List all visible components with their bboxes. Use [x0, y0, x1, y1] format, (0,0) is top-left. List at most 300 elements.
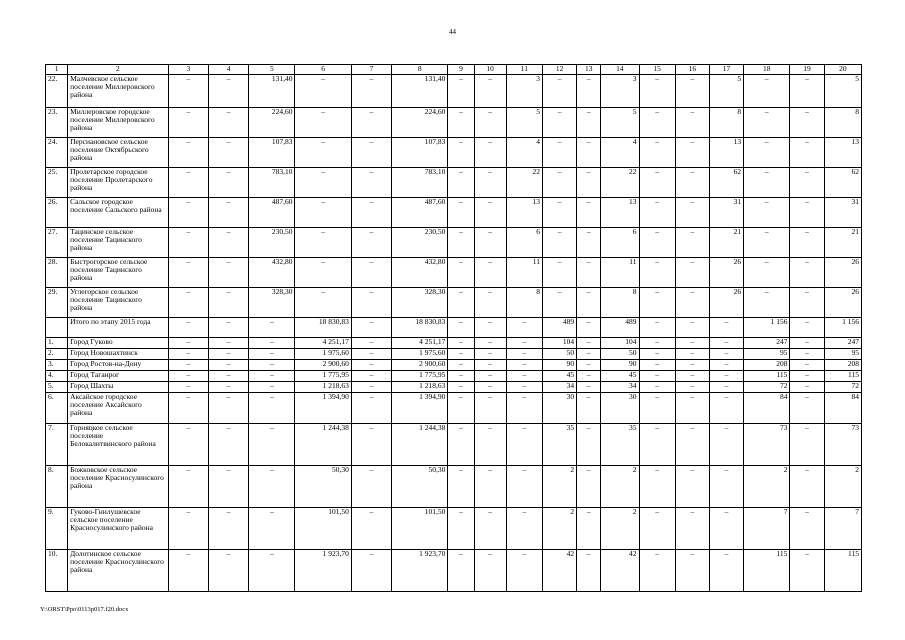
value-cell: 35 [601, 424, 639, 466]
value-cell: 101,50 [295, 508, 351, 550]
empty-dash-cell: – [351, 258, 391, 288]
empty-dash-cell: – [709, 382, 743, 393]
empty-dash-cell: – [639, 198, 675, 228]
empty-dash-cell: – [448, 393, 474, 424]
empty-dash-cell: – [249, 338, 295, 349]
municipality-name-cell: Сальское городское поселение Сальского района [68, 198, 169, 228]
empty-dash-cell: – [351, 550, 391, 592]
empty-dash-cell: – [474, 393, 506, 424]
header-cell: 8 [392, 65, 448, 75]
value-cell: 6 [506, 228, 542, 258]
municipality-name-cell: Персиановское сельское поселение Октябрьского района [68, 138, 169, 168]
empty-dash-cell: – [577, 318, 601, 338]
value-cell: 8 [709, 108, 743, 138]
municipality-name-cell: Город Ростов-на-Дону [68, 360, 169, 371]
empty-dash-cell: – [474, 349, 506, 360]
empty-dash-cell: – [448, 338, 474, 349]
value-cell: 115 [744, 550, 790, 592]
empty-dash-cell: – [351, 138, 391, 168]
row-number-cell: 3. [46, 360, 68, 371]
value-cell: 8 [824, 108, 861, 138]
value-cell: 84 [744, 393, 790, 424]
header-cell: 1 [46, 65, 68, 75]
empty-dash-cell: – [790, 338, 824, 349]
empty-dash-cell: – [709, 349, 743, 360]
value-cell: 2 [601, 466, 639, 508]
municipality-name-cell: Пролетарское городское поселение Пролетарского района [68, 168, 169, 198]
header-cell: 13 [577, 65, 601, 75]
table-row [46, 288, 862, 318]
empty-dash-cell: – [168, 349, 208, 360]
header-cell: 3 [168, 65, 208, 75]
empty-dash-cell: – [639, 288, 675, 318]
table-row [46, 168, 862, 198]
value-cell: 2 900,60 [295, 360, 351, 371]
value-cell: 3 [506, 75, 542, 108]
empty-dash-cell: – [448, 318, 474, 338]
empty-dash-cell: – [675, 75, 709, 108]
empty-dash-cell: – [351, 508, 391, 550]
municipality-name-cell: Тацинское сельское поселение Тацинского района [68, 228, 169, 258]
municipality-name-cell: Город Новошахтинск [68, 349, 169, 360]
empty-dash-cell: – [351, 466, 391, 508]
value-cell: 131,40 [249, 75, 295, 108]
value-cell: 1 156 [744, 318, 790, 338]
empty-dash-cell: – [639, 338, 675, 349]
value-cell: 13 [601, 198, 639, 228]
empty-dash-cell: – [675, 424, 709, 466]
empty-dash-cell: – [675, 318, 709, 338]
empty-dash-cell: – [639, 168, 675, 198]
value-cell: 62 [824, 168, 861, 198]
municipality-name-cell: Город Таганрог [68, 371, 169, 382]
empty-dash-cell: – [639, 108, 675, 138]
empty-dash-cell: – [474, 108, 506, 138]
empty-dash-cell: – [790, 424, 824, 466]
empty-dash-cell: – [249, 349, 295, 360]
empty-dash-cell: – [448, 360, 474, 371]
value-cell: 73 [824, 424, 861, 466]
empty-dash-cell: – [542, 138, 576, 168]
value-cell: 31 [824, 198, 861, 228]
value-cell: 115 [824, 371, 861, 382]
header-cell: 2 [68, 65, 169, 75]
empty-dash-cell: – [351, 349, 391, 360]
row-number-cell: 10. [46, 550, 68, 592]
value-cell: 95 [824, 349, 861, 360]
value-cell: 90 [542, 360, 576, 371]
table-row [46, 228, 862, 258]
municipality-name-cell: Аксайское городское поселение Аксайского района [68, 393, 169, 424]
empty-dash-cell: – [675, 360, 709, 371]
empty-dash-cell: – [351, 108, 391, 138]
value-cell: 73 [744, 424, 790, 466]
empty-dash-cell: – [639, 508, 675, 550]
empty-dash-cell: – [639, 228, 675, 258]
value-cell: 4 [506, 138, 542, 168]
empty-dash-cell: – [208, 393, 248, 424]
empty-dash-cell: – [208, 360, 248, 371]
value-cell: 2 [824, 466, 861, 508]
empty-dash-cell: – [639, 550, 675, 592]
empty-dash-cell: – [351, 228, 391, 258]
empty-dash-cell: – [577, 108, 601, 138]
empty-dash-cell: – [709, 393, 743, 424]
value-cell: 26 [709, 288, 743, 318]
row-number-cell: 7. [46, 424, 68, 466]
row-number-cell: 28. [46, 258, 68, 288]
value-cell: 13 [506, 198, 542, 228]
empty-dash-cell: – [208, 288, 248, 318]
value-cell: 104 [542, 338, 576, 349]
empty-dash-cell: – [542, 258, 576, 288]
table-row [46, 198, 862, 228]
empty-dash-cell: – [675, 371, 709, 382]
empty-dash-cell: – [351, 424, 391, 466]
municipality-name-cell: Углегорское сельское поселение Тацинского района [68, 288, 169, 318]
value-cell: 1 218,63 [392, 382, 448, 393]
value-cell: 783,10 [249, 168, 295, 198]
empty-dash-cell: – [709, 508, 743, 550]
header-cell: 11 [506, 65, 542, 75]
table-row [46, 318, 862, 338]
empty-dash-cell: – [249, 393, 295, 424]
header-cell: 10 [474, 65, 506, 75]
empty-dash-cell: – [675, 168, 709, 198]
empty-dash-cell: – [448, 288, 474, 318]
empty-dash-cell: – [474, 198, 506, 228]
empty-dash-cell: – [790, 393, 824, 424]
value-cell: 107,83 [392, 138, 448, 168]
value-cell: 5 [709, 75, 743, 108]
empty-dash-cell: – [295, 258, 351, 288]
header-cell: 7 [351, 65, 391, 75]
empty-dash-cell: – [474, 424, 506, 466]
value-cell: 11 [506, 258, 542, 288]
empty-dash-cell: – [577, 382, 601, 393]
empty-dash-cell: – [208, 108, 248, 138]
value-cell: 2 900,60 [392, 360, 448, 371]
empty-dash-cell: – [168, 198, 208, 228]
value-cell: 34 [601, 382, 639, 393]
empty-dash-cell: – [448, 108, 474, 138]
empty-dash-cell: – [168, 228, 208, 258]
empty-dash-cell: – [506, 382, 542, 393]
table-row [46, 258, 862, 288]
empty-dash-cell: – [639, 466, 675, 508]
empty-dash-cell: – [351, 168, 391, 198]
table-row [46, 508, 862, 550]
value-cell: 247 [744, 338, 790, 349]
value-cell: 107,83 [249, 138, 295, 168]
empty-dash-cell: – [295, 138, 351, 168]
header-cell: 20 [824, 65, 861, 75]
empty-dash-cell: – [577, 371, 601, 382]
value-cell: 247 [824, 338, 861, 349]
empty-dash-cell: – [790, 550, 824, 592]
empty-dash-cell: – [744, 288, 790, 318]
empty-dash-cell: – [709, 318, 743, 338]
value-cell: 31 [709, 198, 743, 228]
empty-dash-cell: – [709, 424, 743, 466]
empty-dash-cell: – [295, 198, 351, 228]
header-cell: 12 [542, 65, 576, 75]
empty-dash-cell: – [295, 108, 351, 138]
header-cell: 18 [744, 65, 790, 75]
empty-dash-cell: – [351, 360, 391, 371]
empty-dash-cell: – [709, 338, 743, 349]
empty-dash-cell: – [744, 75, 790, 108]
empty-dash-cell: – [506, 550, 542, 592]
empty-dash-cell: – [351, 338, 391, 349]
value-cell: 208 [744, 360, 790, 371]
empty-dash-cell: – [506, 508, 542, 550]
empty-dash-cell: – [474, 288, 506, 318]
value-cell: 45 [542, 371, 576, 382]
empty-dash-cell: – [208, 382, 248, 393]
table-row [46, 349, 862, 360]
empty-dash-cell: – [577, 424, 601, 466]
header-cell: 19 [790, 65, 824, 75]
empty-dash-cell: – [249, 508, 295, 550]
empty-dash-cell: – [168, 424, 208, 466]
empty-dash-cell: – [474, 318, 506, 338]
empty-dash-cell: – [639, 393, 675, 424]
row-number-cell: 22. [46, 75, 68, 108]
value-cell: 50,30 [392, 466, 448, 508]
row-number-cell [46, 318, 68, 338]
value-cell: 3 [601, 75, 639, 108]
empty-dash-cell: – [542, 168, 576, 198]
empty-dash-cell: – [506, 360, 542, 371]
value-cell: 18 830,83 [392, 318, 448, 338]
empty-dash-cell: – [168, 508, 208, 550]
empty-dash-cell: – [577, 508, 601, 550]
empty-dash-cell: – [474, 338, 506, 349]
value-cell: 2 [744, 466, 790, 508]
value-cell: 489 [542, 318, 576, 338]
empty-dash-cell: – [474, 75, 506, 108]
empty-dash-cell: – [168, 382, 208, 393]
empty-dash-cell: – [351, 318, 391, 338]
municipality-name-cell: Гуково-Гнилушевское сельское поселение Красносулинского района [68, 508, 169, 550]
page-number: 44 [449, 28, 456, 36]
empty-dash-cell: – [168, 168, 208, 198]
table-row [46, 466, 862, 508]
value-cell: 5 [506, 108, 542, 138]
value-cell: 1 244,38 [392, 424, 448, 466]
empty-dash-cell: – [790, 108, 824, 138]
empty-dash-cell: – [351, 288, 391, 318]
empty-dash-cell: – [639, 318, 675, 338]
value-cell: 115 [744, 371, 790, 382]
value-cell: 1 244,38 [295, 424, 351, 466]
value-cell: 30 [601, 393, 639, 424]
value-cell: 26 [824, 288, 861, 318]
value-cell: 1 775,95 [295, 371, 351, 382]
empty-dash-cell: – [790, 360, 824, 371]
table-row [46, 360, 862, 371]
data-table [45, 64, 862, 592]
empty-dash-cell: – [168, 138, 208, 168]
value-cell: 30 [542, 393, 576, 424]
value-cell: 5 [601, 108, 639, 138]
value-cell: 224,60 [249, 108, 295, 138]
value-cell: 50 [601, 349, 639, 360]
empty-dash-cell: – [790, 75, 824, 108]
value-cell: 90 [601, 360, 639, 371]
value-cell: 1 975,60 [392, 349, 448, 360]
empty-dash-cell: – [675, 288, 709, 318]
value-cell: 4 [601, 138, 639, 168]
empty-dash-cell: – [208, 466, 248, 508]
row-number-cell: 9. [46, 508, 68, 550]
row-number-cell: 2. [46, 349, 68, 360]
value-cell: 22 [601, 168, 639, 198]
empty-dash-cell: – [790, 508, 824, 550]
empty-dash-cell: – [448, 228, 474, 258]
empty-dash-cell: – [249, 371, 295, 382]
empty-dash-cell: – [506, 349, 542, 360]
empty-dash-cell: – [208, 138, 248, 168]
empty-dash-cell: – [474, 138, 506, 168]
empty-dash-cell: – [168, 371, 208, 382]
value-cell: 50,30 [295, 466, 351, 508]
value-cell: 6 [601, 228, 639, 258]
empty-dash-cell: – [675, 349, 709, 360]
empty-dash-cell: – [790, 198, 824, 228]
value-cell: 7 [824, 508, 861, 550]
empty-dash-cell: – [577, 168, 601, 198]
table-row [46, 424, 862, 466]
empty-dash-cell: – [249, 360, 295, 371]
empty-dash-cell: – [506, 338, 542, 349]
value-cell: 1 775,95 [392, 371, 448, 382]
empty-dash-cell: – [506, 424, 542, 466]
empty-dash-cell: – [790, 138, 824, 168]
value-cell: 72 [824, 382, 861, 393]
empty-dash-cell: – [744, 168, 790, 198]
empty-dash-cell: – [448, 75, 474, 108]
row-number-cell: 23. [46, 108, 68, 138]
empty-dash-cell: – [448, 138, 474, 168]
empty-dash-cell: – [249, 466, 295, 508]
table-row [46, 382, 862, 393]
table-row [46, 75, 862, 108]
value-cell: 8 [506, 288, 542, 318]
value-cell: 230,50 [249, 228, 295, 258]
empty-dash-cell: – [709, 466, 743, 508]
empty-dash-cell: – [577, 198, 601, 228]
value-cell: 34 [542, 382, 576, 393]
value-cell: 4 251,17 [295, 338, 351, 349]
header-cell: 16 [675, 65, 709, 75]
empty-dash-cell: – [474, 466, 506, 508]
empty-dash-cell: – [542, 198, 576, 228]
empty-dash-cell: – [168, 75, 208, 108]
municipality-name-cell: Город Гуково [68, 338, 169, 349]
value-cell: 115 [824, 550, 861, 592]
empty-dash-cell: – [474, 382, 506, 393]
empty-dash-cell: – [448, 508, 474, 550]
value-cell: 35 [542, 424, 576, 466]
empty-dash-cell: – [208, 508, 248, 550]
value-cell: 26 [709, 258, 743, 288]
empty-dash-cell: – [790, 349, 824, 360]
empty-dash-cell: – [790, 168, 824, 198]
empty-dash-cell: – [474, 508, 506, 550]
empty-dash-cell: – [675, 258, 709, 288]
empty-dash-cell: – [208, 75, 248, 108]
empty-dash-cell: – [351, 198, 391, 228]
empty-dash-cell: – [249, 550, 295, 592]
empty-dash-cell: – [208, 424, 248, 466]
value-cell: 1 394,90 [392, 393, 448, 424]
value-cell: 328,30 [249, 288, 295, 318]
empty-dash-cell: – [351, 371, 391, 382]
value-cell: 487,60 [249, 198, 295, 228]
value-cell: 1 394,90 [295, 393, 351, 424]
empty-dash-cell: – [351, 382, 391, 393]
empty-dash-cell: – [168, 318, 208, 338]
empty-dash-cell: – [208, 349, 248, 360]
empty-dash-cell: – [474, 550, 506, 592]
municipality-name-cell: Быстрогорское сельское поселение Тацинского района [68, 258, 169, 288]
row-number-cell: 6. [46, 393, 68, 424]
empty-dash-cell: – [744, 198, 790, 228]
value-cell: 50 [542, 349, 576, 360]
empty-dash-cell: – [208, 338, 248, 349]
empty-dash-cell: – [474, 228, 506, 258]
value-cell: 11 [601, 258, 639, 288]
empty-dash-cell: – [351, 75, 391, 108]
value-cell: 7 [744, 508, 790, 550]
empty-dash-cell: – [168, 550, 208, 592]
empty-dash-cell: – [249, 424, 295, 466]
empty-dash-cell: – [675, 108, 709, 138]
value-cell: 328,30 [392, 288, 448, 318]
empty-dash-cell: – [790, 382, 824, 393]
value-cell: 42 [542, 550, 576, 592]
empty-dash-cell: – [790, 228, 824, 258]
empty-dash-cell: – [506, 318, 542, 338]
empty-dash-cell: – [790, 258, 824, 288]
row-number-cell: 25. [46, 168, 68, 198]
value-cell: 84 [824, 393, 861, 424]
value-cell: 783,10 [392, 168, 448, 198]
file-path-footer: Y:\ORST\Ppo\0113p017.f20.docx [40, 606, 129, 613]
empty-dash-cell: – [168, 393, 208, 424]
table-row [46, 338, 862, 349]
empty-dash-cell: – [577, 228, 601, 258]
empty-dash-cell: – [639, 138, 675, 168]
empty-dash-cell: – [744, 108, 790, 138]
empty-dash-cell: – [675, 382, 709, 393]
table-row [46, 138, 862, 168]
municipality-name-cell: Миллеровское городское поселение Миллеровского района [68, 108, 169, 138]
empty-dash-cell: – [639, 424, 675, 466]
header-cell: 17 [709, 65, 743, 75]
header-cell: 5 [249, 65, 295, 75]
value-cell: 5 [824, 75, 861, 108]
table-row [46, 393, 862, 424]
empty-dash-cell: – [639, 258, 675, 288]
table-row [46, 550, 862, 592]
empty-dash-cell: – [448, 349, 474, 360]
empty-dash-cell: – [448, 466, 474, 508]
empty-dash-cell: – [168, 108, 208, 138]
value-cell: 13 [824, 138, 861, 168]
